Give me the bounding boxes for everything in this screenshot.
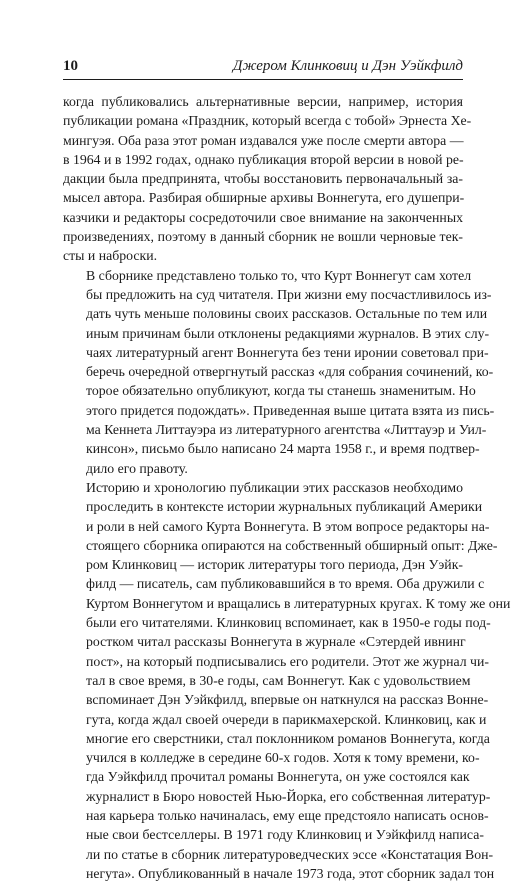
text-line: ная карьера только начиналась, ему еще предстояло написать основ- xyxy=(86,807,489,823)
page-number: 10 xyxy=(63,58,78,74)
text-line: ром Клинковиц — историк литературы того периода, Дэн Уэйк- xyxy=(86,557,463,573)
text-line: вспоминает Дэн Уэйкфилд, впервые он наткнулся на рассказ Вонне- xyxy=(86,692,489,708)
text-line: бы предложить на суд читателя. При жизни ему посчастливилось из- xyxy=(86,286,492,302)
text-line: беречь очередной отвергнутый рассказ «для собрания сочинений, ко- xyxy=(86,364,494,380)
text-line: гута, когда ждал своей очереди в парикмахерской. Клинковиц, как и xyxy=(86,711,487,727)
text-line: дакции была предпринята, чтобы восстановить первоначальный за- xyxy=(63,171,463,187)
text-line: тал в свое время, в 30-е годы, сам Воннегут. Как с удовольствием xyxy=(86,672,471,688)
text-line: ма Кеннета Литтауэра из литературного агентства «Литтауэр и Уил- xyxy=(86,422,487,438)
text-line: этого придется подождать». Приведенная выше цитата взята из пись- xyxy=(86,402,495,418)
paragraph xyxy=(63,478,511,883)
text-line: дать чуть меньше половины своих рассказов. Остальные по тем или xyxy=(86,306,488,322)
text-line: кинсон», письмо было написано 24 марта 1958 г., и время подтвер- xyxy=(86,441,480,457)
text-line: сты и наброски. xyxy=(63,248,158,264)
text-line: были его читателями. Клинковиц вспоминает, как в 1950-е годы под- xyxy=(86,615,491,631)
running-title: Джером Клинковиц и Дэн Уэйкфилд xyxy=(232,58,463,74)
text-line: филд — писатель, сам публиковавшийся в то время. Оба дружили с xyxy=(86,576,485,592)
text-line: мингуэя. Оба раза этот роман издавался уже после смерти автора — xyxy=(63,132,464,148)
text-line: произведениях, поэтому в данный сборник не вошли черновые тек- xyxy=(63,229,463,245)
paragraph xyxy=(63,266,495,478)
paragraph xyxy=(63,92,472,266)
text-line: иным причинам были отклонены редакциями журналов. В этих слу- xyxy=(86,325,490,341)
text-line: ные свои бестселлеры. В 1971 году Клинковиц и Уэйкфилд написа- xyxy=(86,827,484,843)
text-line: чаях литературный агент Воннегута без тени иронии советовал при- xyxy=(86,344,489,360)
text-line: казчики и редакторы сосредоточили свое внимание на законченных xyxy=(63,209,463,225)
text-line: учился в колледже в середине 60-х годов. Хотя к тому времени, ко- xyxy=(86,750,480,766)
text-line: торое обязательно опубликуют, когда ты станешь знаменитым. Но xyxy=(86,383,476,399)
header-rule xyxy=(63,79,463,80)
text-line: многие его сверстники, стал поклонником романов Воннегута, когда xyxy=(86,730,490,746)
text-line: журналист в Бюро новостей Нью-Йорка, его собственная литератур- xyxy=(86,788,491,804)
text-line: в 1964 и в 1992 годах, однако публикация второй версии в новой ре- xyxy=(63,151,464,167)
text-line: стоящего сборника опираются на собственный обширный опыт: Дже- xyxy=(86,537,498,553)
text-line: мысел автора. Разбирая обширные архивы Воннегута, его душепри- xyxy=(63,190,465,206)
text-line: публикации романа «Праздник, который всегда с тобой» Эрнеста Хе- xyxy=(63,113,472,129)
text-line: проследить в контексте истории журнальных публикаций Америки xyxy=(86,499,483,515)
text-line: Куртом Воннегутом и вращались в литературных кругах. К тому же они xyxy=(86,595,511,611)
text-line: негута». Опубликованный в начале 1973 года, этот сборник задал тон xyxy=(86,865,495,881)
body-text xyxy=(63,92,511,883)
text-line: пост», на который подписывались его родители. Этот же журнал чи- xyxy=(86,653,489,669)
text-line: ростком читал рассказы Воннегута в журнале «Сэтердей ивнинг xyxy=(86,634,466,650)
text-line: и роли в ней самого Курта Воннегута. В этом вопросе редакторы на- xyxy=(86,518,490,534)
text-line: ли по статье в сборник литературоведческих эссе «Констатация Вон- xyxy=(86,846,494,862)
page-header xyxy=(63,56,463,76)
text-line: Историю и хронологию публикации этих рассказов необходимо xyxy=(86,479,463,495)
text-line: дило его правоту. xyxy=(86,460,188,476)
text-line: гда Уэйкфилд прочитал романы Воннегута, он уже состоялся как xyxy=(86,769,470,785)
text-line: В сборнике представлено только то, что Курт Воннегут сам хотел xyxy=(86,267,472,283)
text-line: когда публиковались альтернативные версии, например, история xyxy=(63,94,463,109)
